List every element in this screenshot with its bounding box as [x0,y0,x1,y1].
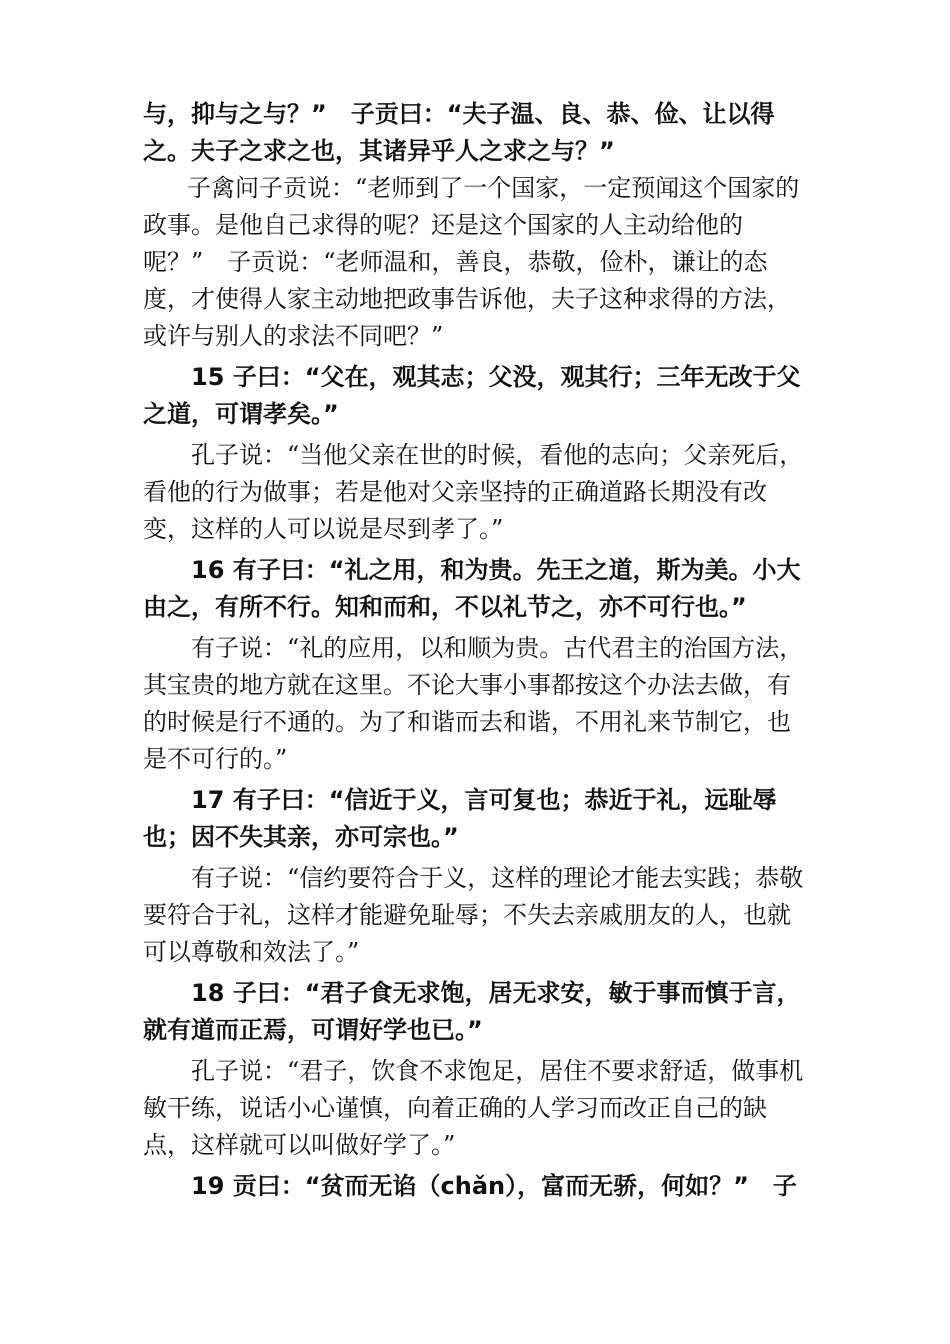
text-line: 15 子曰：“父在，观其志；父没，观其行；三年无改于父 [191,363,801,391]
text-line: 由之，有所不行。知和而和，不以礼节之，亦不可行也。” [143,593,747,621]
text-line: 是不可行的。” [143,745,288,773]
text-line: 有子说：“信约要符合于义，这样的理论才能去实践；恭敬 [191,864,804,892]
text-line: 变，这样的人可以说是尽到孝了。” [143,515,504,543]
text-line: 呢？” 子贡说：“老师温和，善良，恭敬，俭朴，谦让的态 [143,248,768,276]
block-3 [143,437,808,548]
text-line: 敏干练，说话小心谨慎，向着正确的人学习而改正自己的缺 [143,1094,767,1122]
block-4 [143,552,808,626]
block-6 [143,782,808,856]
text-line: 16 有子曰：“礼之用，和为贵。先王之道，斯为美。小大 [191,556,801,584]
text-line: 点，这样就可以叫做好学了。” [143,1131,456,1159]
text-line: 要符合于礼，这样才能避免耻辱；不失去亲戚朋友的人，也就 [143,901,791,929]
text-line: 有子说：“礼的应用，以和顺为贵。古代君主的治国方法， [191,634,804,662]
block-0 [143,96,808,170]
text-line: 也；因不失其亲，亦可宗也。” [143,823,459,851]
block-7 [143,860,808,971]
text-line: 孔子说：“君子，饮食不求饱足，居住不要求舒适，做事机 [191,1057,804,1085]
document-page [143,96,808,1205]
text-line: 之道，可谓孝矣。” [143,400,339,428]
text-line: 就有道而正焉，可谓好学也已。” [143,1016,483,1044]
text-line: 或许与别人的求法不同吧？” [143,322,444,350]
block-2 [143,359,808,433]
text-line: 子禽问子贡说：“老师到了一个国家，一定预闻这个国家的 [187,174,800,202]
text-line: 的时候是行不通的。为了和谐而去和谐，不用礼来节制它，也 [143,708,791,736]
text-line: 其宝贵的地方就在这里。不论大事小事都按这个办法去做，有 [143,671,791,699]
text-line: 之。夫子之求之也，其诸异乎人之求之与？” [143,137,615,165]
text-line: 17 有子曰：“信近于义，言可复也；恭近于礼，远耻辱 [191,786,777,814]
block-9 [143,1053,808,1164]
text-line: 与，抑与之与？” 子贡曰：“夫子温、良、恭、俭、让以得 [143,100,775,128]
text-line: 政事。是他自己求得的呢？还是这个国家的人主动给他的 [143,211,743,239]
text-line: 18 子曰：“君子食无求饱，居无求安，敏于事而慎于言， [191,979,801,1007]
block-5 [143,630,808,778]
text-line: 19 贡曰：“贫而无谄（chǎn），富而无骄，何如？” 子 [191,1172,797,1200]
block-1 [143,170,808,355]
block-8 [143,975,808,1049]
text-line: 度，才使得人家主动地把政事告诉他，夫子这种求得的方法， [143,285,791,313]
block-10 [143,1168,808,1205]
text-line: 孔子说：“当他父亲在世的时候，看他的志向；父亲死后， [191,441,804,469]
text-line: 看他的行为做事；若是他对父亲坚持的正确道路长期没有改 [143,478,767,506]
text-line: 可以尊敬和效法了。” [143,938,360,966]
